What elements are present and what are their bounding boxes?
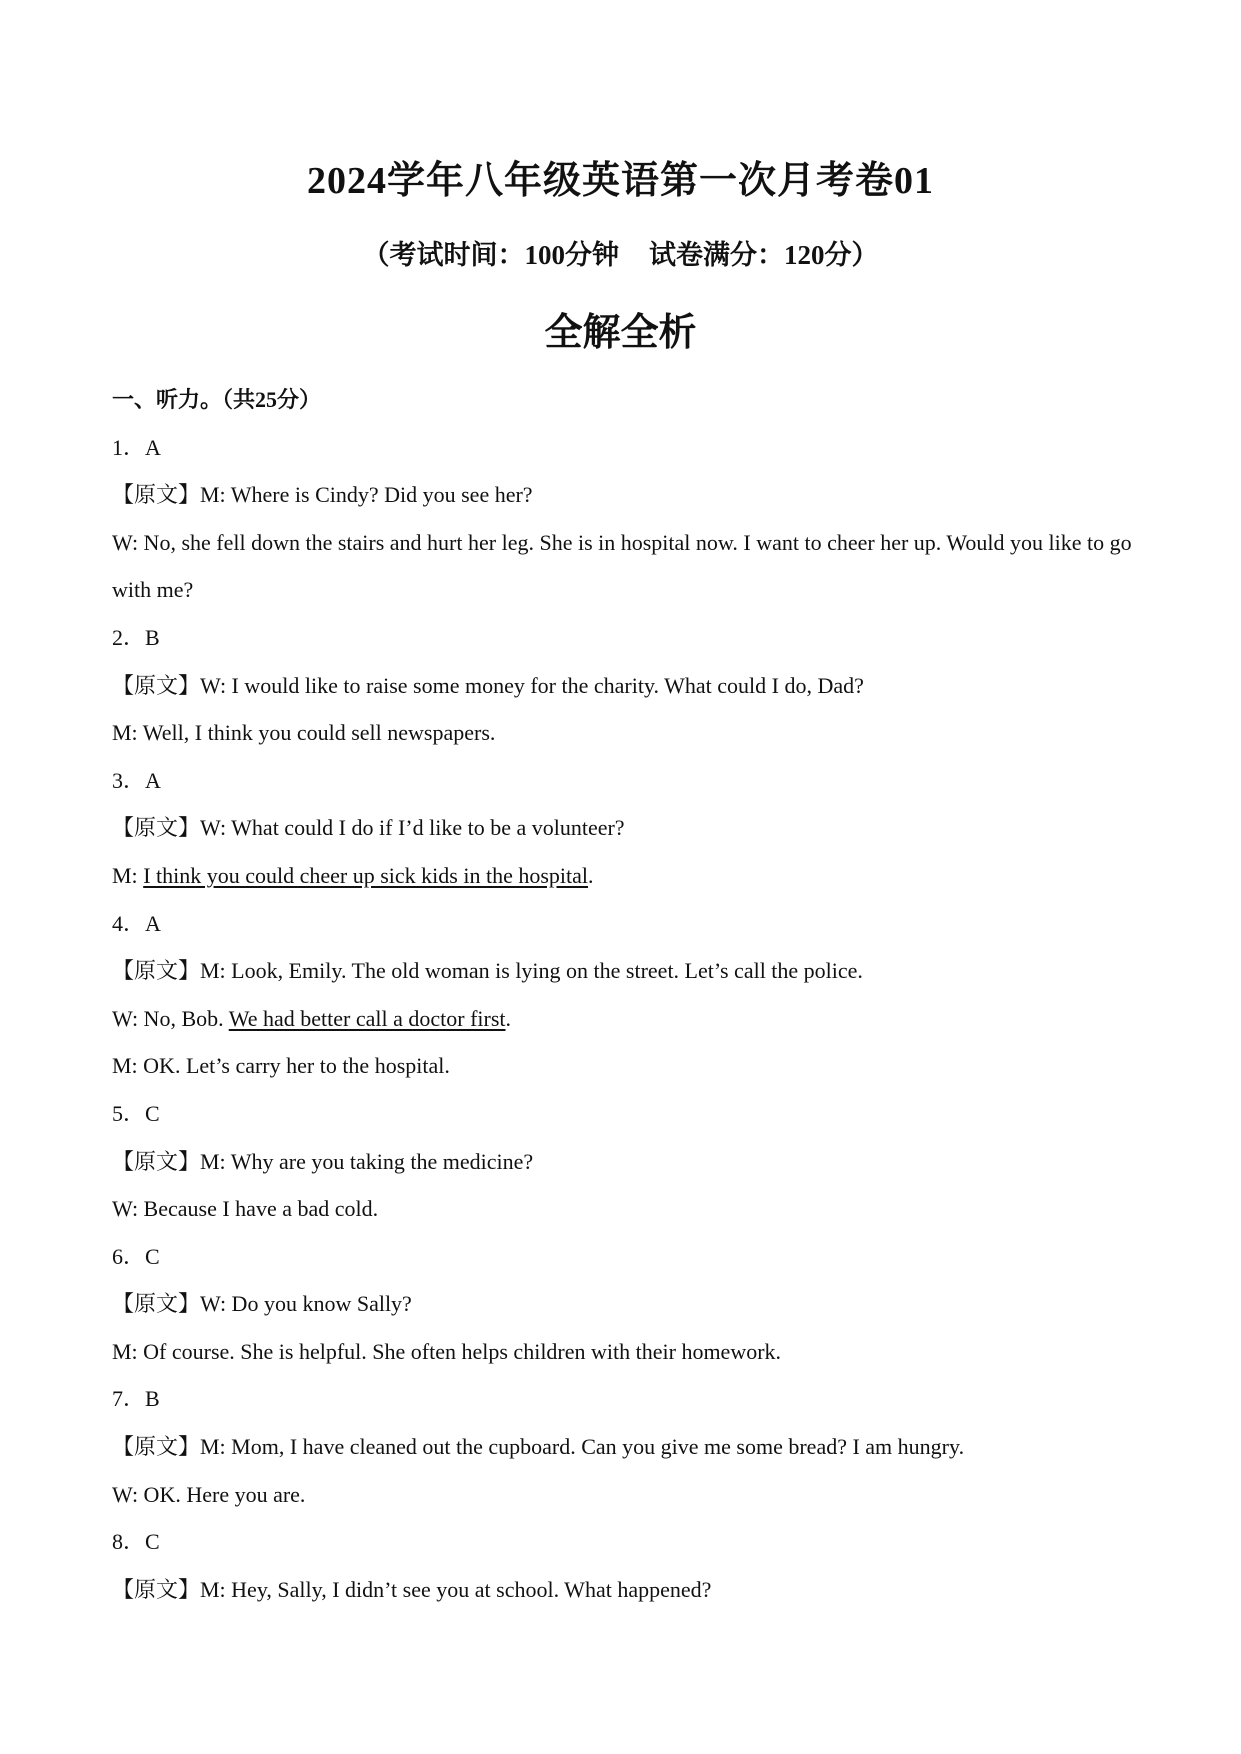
answer-key-8: 8．C (112, 1529, 160, 1555)
document-title: 2024学年八年级英语第一次月考卷01 (306, 160, 934, 202)
answer-key-7: 7．B (112, 1386, 160, 1412)
underlined-answer-text: We had better call a doctor first (228, 1005, 506, 1031)
answer-key-4: 4．A (112, 910, 161, 936)
speaker-label: W: No, Bob. (112, 1005, 229, 1031)
answer-key-3: 3．A (112, 767, 161, 793)
transcript-line: 【原文】M: Why are you taking the medicine? (112, 1148, 534, 1174)
transcript-line: 【原文】M: Where is Cindy? Did you see her? (112, 482, 533, 508)
transcript-line: 【原文】W: Do you know Sally? (112, 1291, 412, 1317)
transcript-line: 【原文】M: Mom, I have cleaned out the cupboard. Can you give me some bread? I am hungry. (112, 1434, 965, 1460)
transcript-line: M: OK. Let’s carry her to the hospital. (112, 1053, 450, 1079)
transcript-line: W: OK. Here you are. (112, 1481, 306, 1507)
answer-key-1: 1．A (112, 434, 161, 460)
answer-key-5: 5．C (112, 1100, 160, 1126)
analysis-heading: 全解全析 (544, 312, 697, 354)
transcript-line (112, 852, 1132, 900)
answer-content (112, 376, 1132, 1613)
answer-key-2: 2．B (112, 624, 160, 650)
transcript-line: M: Of course. She is helpful. She often helps children with their homework. (112, 1338, 782, 1364)
transcript-line: 【原文】M: Look, Emily. The old woman is lying on the street. Let’s call the police. (112, 958, 863, 984)
transcript-line: W: Because I have a bad cold. (112, 1196, 379, 1222)
underlined-answer-text: I think you could cheer up sick kids in the hospital (143, 862, 588, 888)
punctuation: . (505, 1005, 512, 1031)
transcript-line (112, 995, 1132, 1043)
answer-key-6: 6．C (112, 1243, 160, 1269)
transcript-line: M: Well, I think you could sell newspapers. (112, 720, 496, 746)
transcript-line: 【原文】M: Hey, Sally, I didn’t see you at school. What happened? (112, 1576, 712, 1602)
punctuation: . (588, 862, 594, 888)
transcript-line: 【原文】W: What could I do if I’d like to be a volunteer? (112, 815, 625, 841)
section-title: 一、听力。（共25分） (112, 387, 322, 412)
transcript-line: W: No, she fell down the stairs and hurt her leg. She is in hospital now. I want to cheer her up. Would you like to go with me? (112, 529, 1132, 603)
speaker-label: M: (112, 862, 144, 888)
transcript-line: 【原文】W: I would like to raise some money for the charity. What could I do, Dad? (112, 672, 864, 698)
exam-time: （考试时间：100分钟 (362, 240, 619, 270)
exam-info (0, 238, 1241, 272)
full-score: 试卷满分：120分） (649, 240, 879, 270)
